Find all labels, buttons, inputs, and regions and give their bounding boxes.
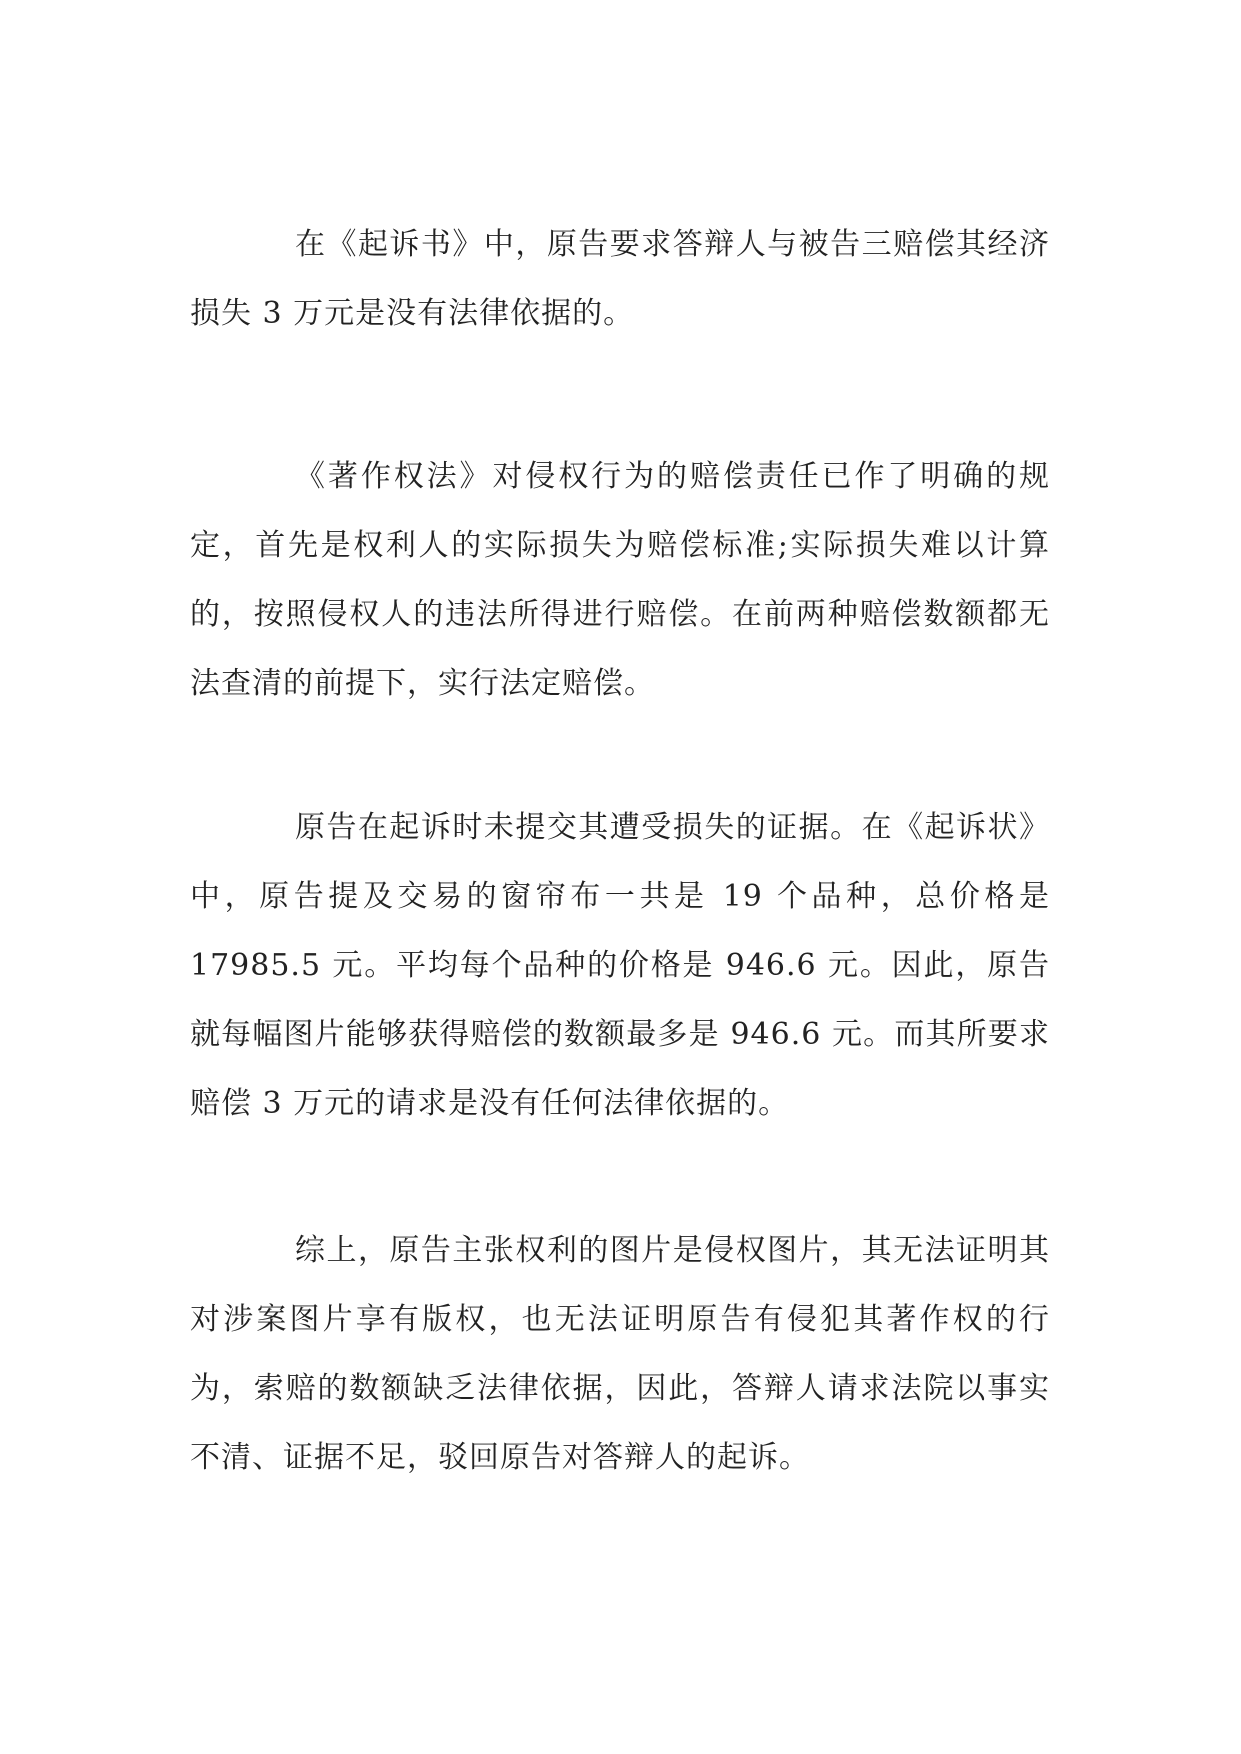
paragraph-copyright-law: 《著作权法》对侵权行为的赔偿责任已作了明确的规定，首先是权利人的实际损失为赔偿标准;实际损失难以计算的，按照侵权人的违法所得进行赔偿。在前两种赔偿数额都无法查清的前提下，实行法定赔偿。: [190, 459, 1050, 701]
paragraph-claim: 在《起诉书》中，原告要求答辩人与被告三赔偿其经济损失 3 万元是没有法律依据的。: [190, 227, 1050, 331]
paragraph-conclusion: 综上，原告主张权利的图片是侵权图片，其无法证明其对涉案图片享有版权，也无法证明原告有侵犯其著作权的行为，索赔的数额缺乏法律依据，因此，答辩人请求法院以事实不清、证据不足，驳回原告对答辩人的起诉。: [190, 1233, 1050, 1475]
paragraph-evidence: 原告在起诉时未提交其遭受损失的证据。在《起诉状》中，原告提及交易的窗帘布一共是 19 个品种，总价格是 17985.5 元。平均每个品种的价格是 946.6 元。因此，原告就每幅图片能够获得赔偿的数额最多是 946.6 元。而其所要求赔偿 3 万元的请求是没有任何法律依据的。: [190, 810, 1050, 1121]
